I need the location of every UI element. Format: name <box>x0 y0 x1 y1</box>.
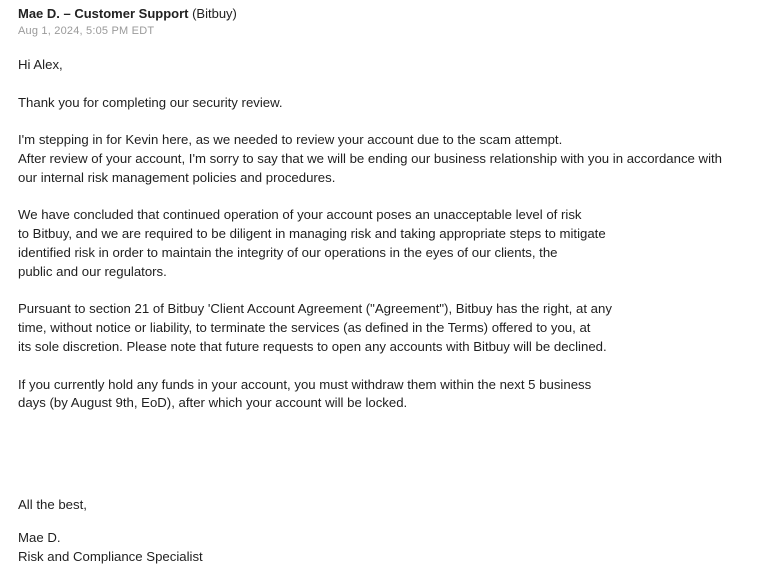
paragraph-line: to Bitbuy, and we are required to be diligent in managing risk and taking appropriate steps to mitigate <box>18 226 606 242</box>
paragraph-line: We have concluded that continued operation of your account poses an unacceptable level of risk <box>18 207 582 223</box>
sender-name[interactable]: Mae D. – Customer Support <box>18 6 189 21</box>
email-signature <box>18 496 758 566</box>
signature-name: Mae D. <box>18 529 61 545</box>
paragraph-line: our internal risk management policies and procedures. <box>18 169 336 185</box>
email-header <box>18 6 758 38</box>
paragraph-line: I'm stepping in for Kevin here, as we needed to review your account due to the scam attempt. <box>18 132 563 148</box>
paragraph-account-review <box>18 131 758 187</box>
paragraph-agreement-terms <box>18 300 758 356</box>
email-body <box>18 56 758 413</box>
paragraph-line: Thank you for completing our security review. <box>18 94 283 110</box>
paragraph-line: Pursuant to section 21 of Bitbuy 'Client Account Agreement ("Agreement"), Bitbuy has the right, at any <box>18 301 612 317</box>
paragraph-line: public and our regulators. <box>18 263 167 279</box>
sender-org: (Bitbuy) <box>192 6 237 21</box>
paragraph-line: days (by August 9th, EoD), after which your account will be locked. <box>18 395 408 411</box>
paragraph-line: identified risk in order to maintain the integrity of our operations in the eyes of our clients, the <box>18 244 558 260</box>
signature-title: Risk and Compliance Specialist <box>18 548 203 564</box>
paragraph-line: time, without notice or liability, to terminate the services (as defined in the Terms) offered to you, at <box>18 320 591 336</box>
paragraph-line: If you currently hold any funds in your account, you must withdraw them within the next 5 business <box>18 376 592 392</box>
paragraph-risk-conclusion <box>18 206 758 281</box>
signature-closing: All the best, <box>18 497 87 512</box>
sender-line <box>18 6 758 22</box>
paragraph-line: After review of your account, I'm sorry to say that we will be ending our business relationship with you in accordance with <box>18 150 722 166</box>
paragraph-line: its sole discretion. Please note that future requests to open any accounts with Bitbuy will be declined. <box>18 338 607 354</box>
email-greeting: Hi Alex, <box>18 57 63 72</box>
email-timestamp: Aug 1, 2024, 5:05 PM EDT <box>18 25 155 37</box>
paragraph-withdraw-funds <box>18 376 758 414</box>
paragraph-security-review <box>18 94 758 113</box>
